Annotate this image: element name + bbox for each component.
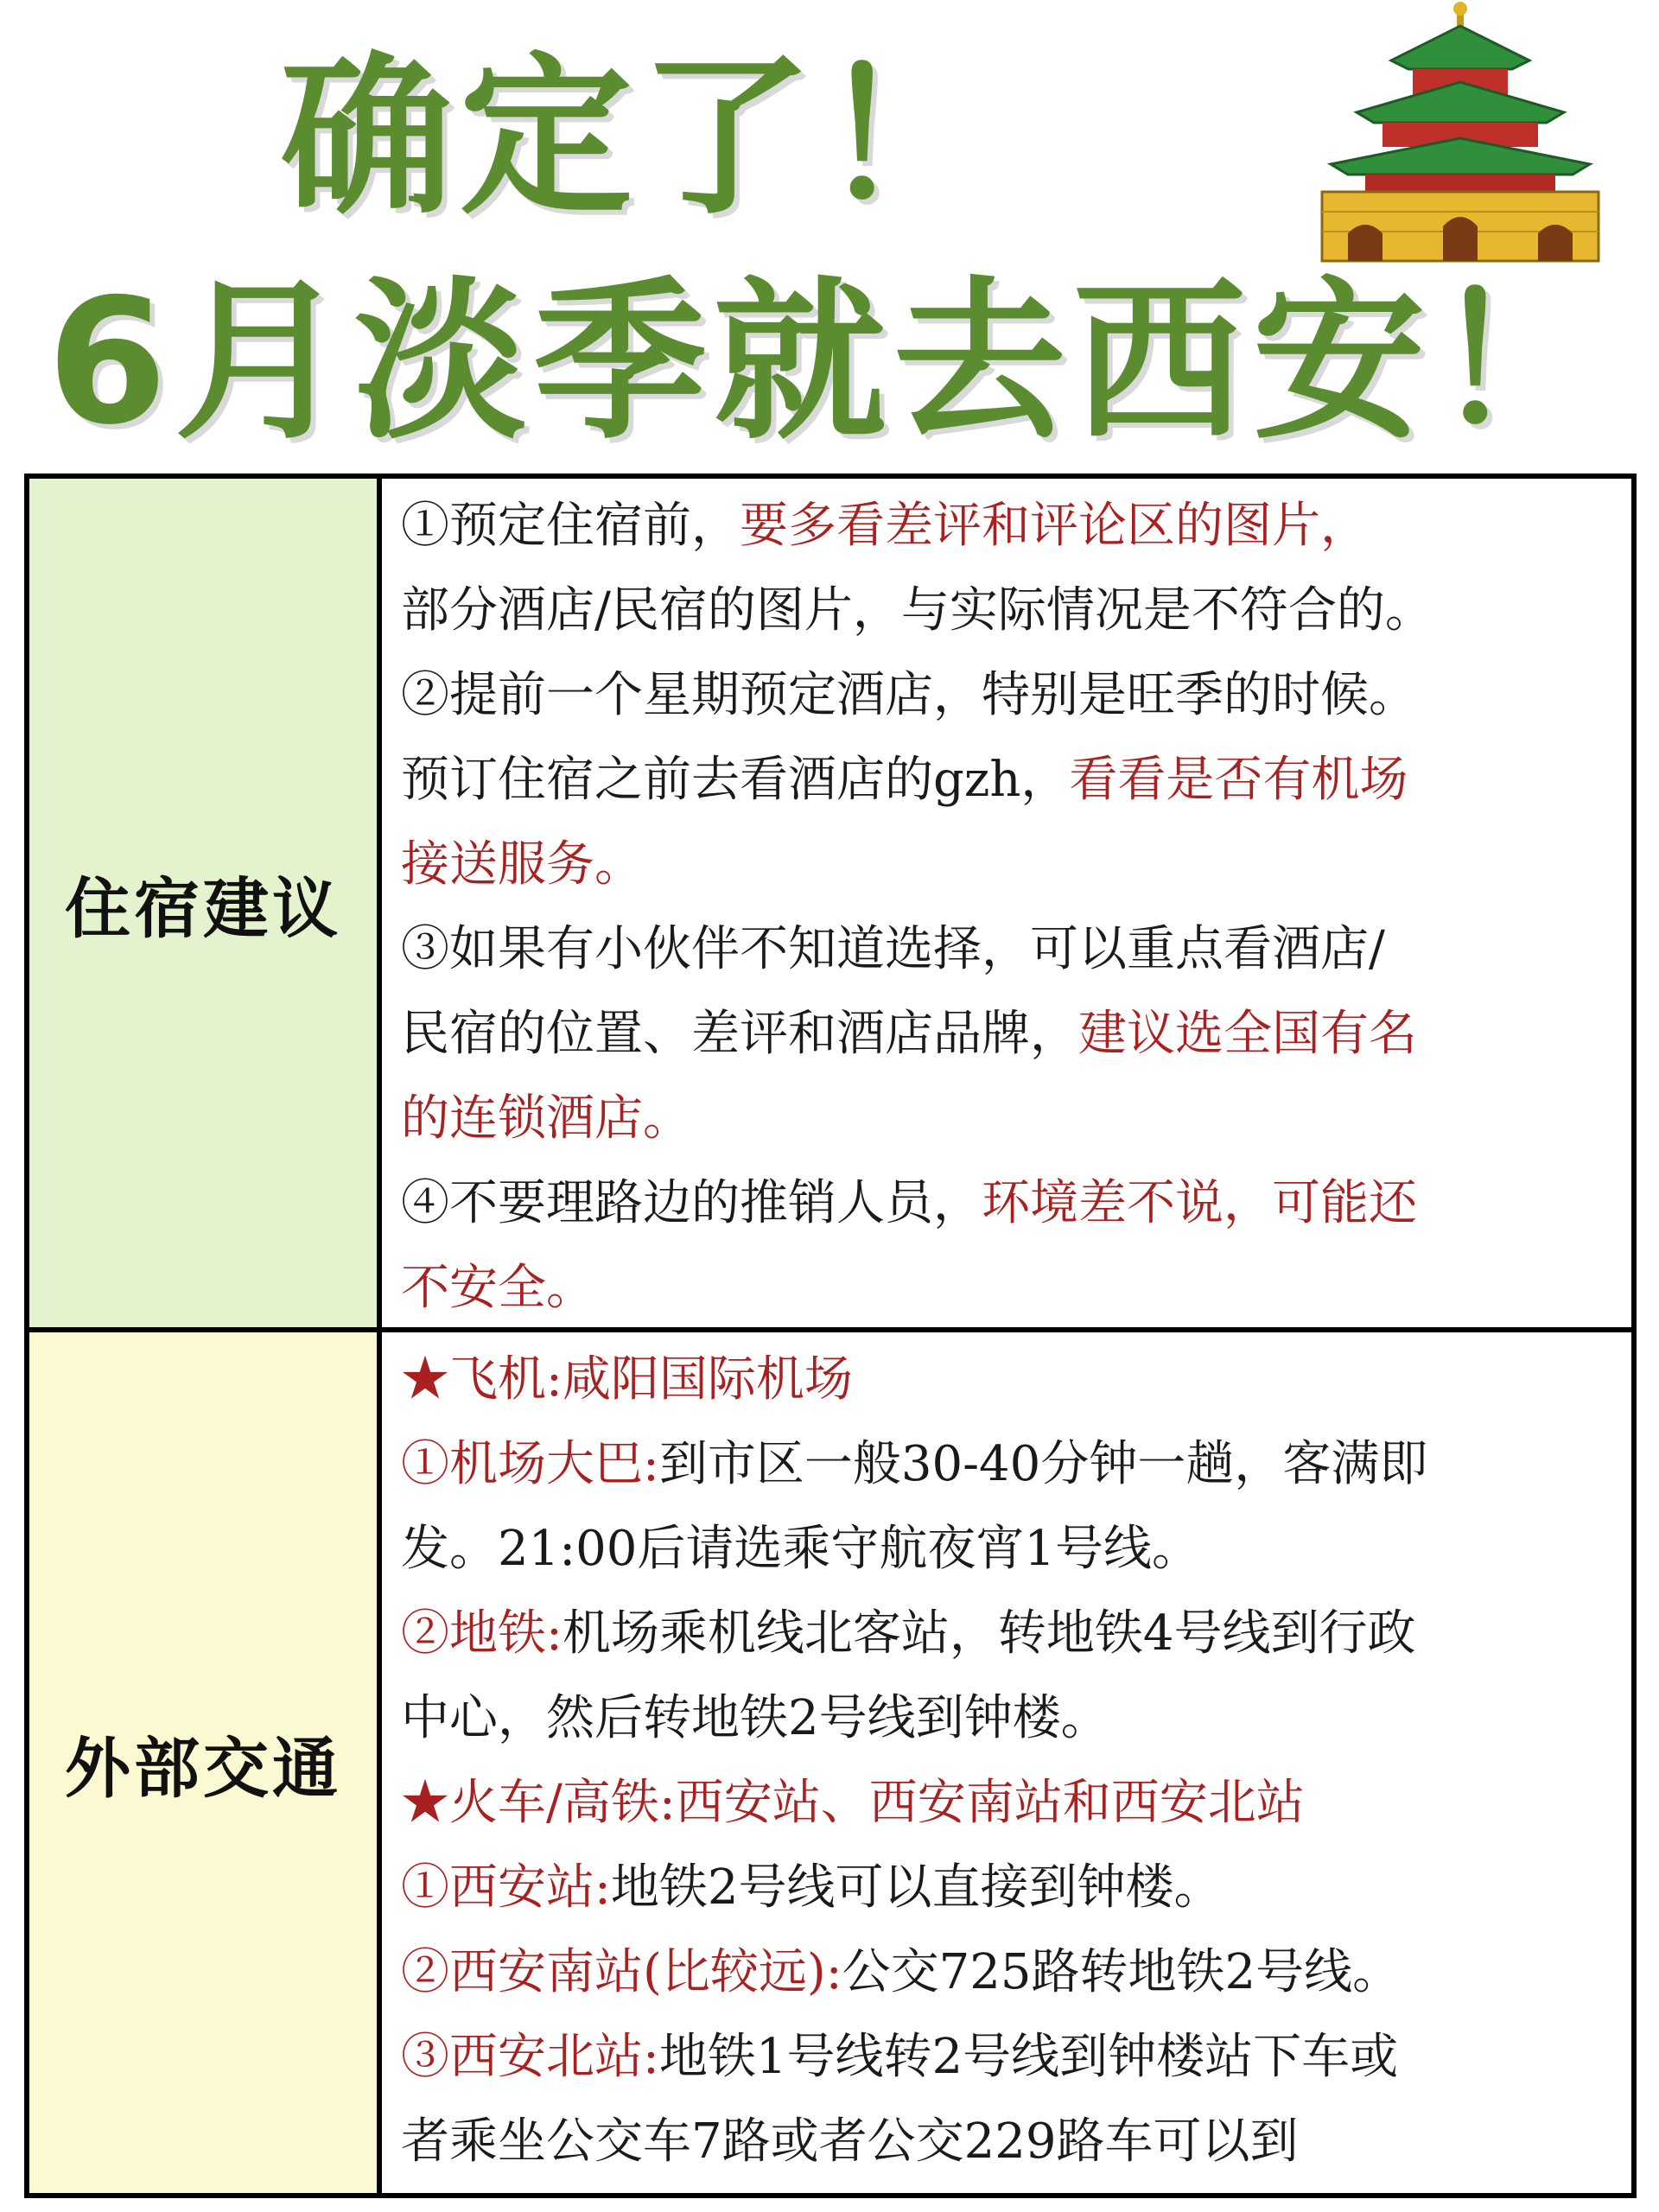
text-line bbox=[401, 1507, 1623, 1592]
body-text: ②提前一个星期预定酒店，特别是旺季的时候。 bbox=[401, 667, 1417, 723]
bell-tower-icon bbox=[1296, 0, 1624, 268]
highlight-text: 接送服务。 bbox=[401, 836, 643, 893]
info-table bbox=[24, 474, 1637, 2198]
highlight-text: 环境差不说，可能还 bbox=[982, 1175, 1417, 1231]
body-text: 地铁1号线转2号线到钟楼站下车或 bbox=[658, 2029, 1399, 2085]
body-text: ①预定住宿前， bbox=[401, 498, 740, 554]
body-text: 预订住宿之前去看酒店的gzh， bbox=[401, 752, 1070, 808]
highlight-text: ①西安站: bbox=[401, 1859, 611, 1916]
text-line bbox=[401, 823, 1623, 907]
body-text: 中心，然后转地铁2号线到钟楼。 bbox=[401, 1690, 1109, 1746]
text-line bbox=[401, 1592, 1623, 1676]
body-text: 者乘坐公交车7路或者公交229路车可以到 bbox=[401, 2113, 1299, 2170]
body-text: ③如果有小伙伴不知道选择，可以重点看酒店/ bbox=[401, 921, 1385, 977]
highlight-text: 建议选全国有名 bbox=[1078, 1006, 1417, 1062]
accommodation-row bbox=[29, 479, 1631, 1332]
highlight-text: ②地铁: bbox=[401, 1605, 563, 1662]
text-line bbox=[401, 2100, 1623, 2184]
body-text: 到市区一般30-40分钟一趟，客满即 bbox=[658, 1436, 1428, 1492]
text-line bbox=[401, 2015, 1623, 2100]
text-line bbox=[401, 1422, 1623, 1507]
body-text: 民宿的位置、差评和酒店品牌， bbox=[401, 1006, 1078, 1062]
highlight-text: 的连锁酒店。 bbox=[401, 1090, 691, 1147]
text-line bbox=[401, 1338, 1623, 1422]
highlight-text: ①机场大巴: bbox=[401, 1436, 659, 1492]
text-line bbox=[401, 1077, 1623, 1161]
title-line-1: 确定了！ bbox=[279, 37, 999, 238]
body-text: 公交725路转地铁2号线。 bbox=[842, 1944, 1402, 2000]
text-line bbox=[401, 1246, 1623, 1331]
body-text: 机场乘机线北客站，转地铁4号线到行政 bbox=[562, 1605, 1416, 1662]
accommodation-label: 住宿建议 bbox=[29, 479, 382, 1327]
text-line bbox=[401, 484, 1623, 569]
highlight-text: ③西安北站: bbox=[401, 2029, 659, 2085]
highlight-text: ★飞机:咸阳国际机场 bbox=[401, 1351, 853, 1408]
text-line bbox=[401, 992, 1623, 1077]
text-line bbox=[401, 1161, 1623, 1246]
text-line bbox=[401, 1930, 1623, 2015]
body-text: 地铁2号线可以直接到钟楼。 bbox=[610, 1859, 1223, 1916]
body-text: ④不要理路边的推销人员， bbox=[401, 1175, 982, 1231]
transport-row bbox=[29, 1332, 1631, 2193]
text-line bbox=[401, 1846, 1623, 1930]
highlight-text: 要多看差评和评论区的图片， bbox=[740, 498, 1369, 554]
accommodation-content bbox=[401, 484, 1623, 1331]
body-text: 发。21:00后请选乘守航夜宵1号线。 bbox=[401, 1521, 1201, 1577]
text-line bbox=[401, 907, 1623, 992]
text-line bbox=[401, 653, 1623, 738]
highlight-text: 看看是否有机场 bbox=[1069, 752, 1408, 808]
transport-content bbox=[401, 1338, 1623, 2184]
text-line bbox=[401, 569, 1623, 653]
text-line bbox=[401, 1761, 1623, 1846]
text-line bbox=[401, 738, 1623, 823]
title-line-2: 6月淡季就去西安！ bbox=[47, 262, 1612, 463]
highlight-text: ②西安南站(比较远): bbox=[401, 1944, 842, 2000]
highlight-text: 不安全。 bbox=[401, 1260, 594, 1316]
body-text: 部分酒店/民宿的图片，与实际情况是不符合的。 bbox=[401, 582, 1433, 639]
highlight-text: ★火车/高铁:西安站、西安南站和西安北站 bbox=[401, 1775, 1305, 1831]
text-line bbox=[401, 1676, 1623, 1761]
transport-label: 外部交通 bbox=[29, 1332, 382, 2193]
